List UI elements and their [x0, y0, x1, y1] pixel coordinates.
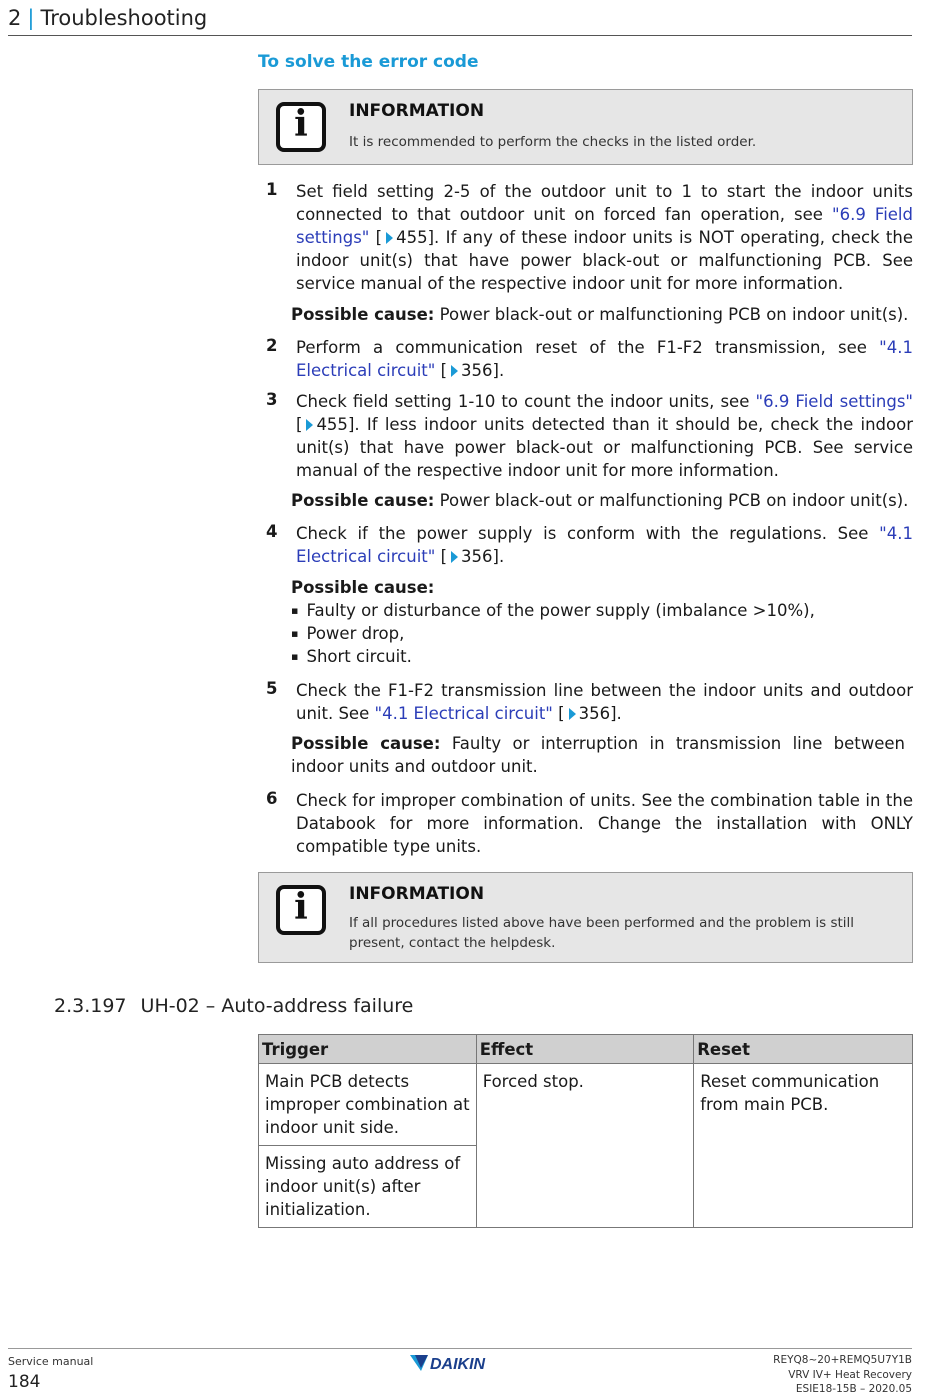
effect-cell: Forced stop. — [476, 1064, 694, 1228]
step-text: Check the F1-F2 transmission line between the indoor units and outdoor unit. See "4.1 Electrical circuit" [ 356]. — [296, 681, 913, 723]
information-box — [258, 872, 913, 963]
list-item: ▪ Faulty or disturbance of the power supply (imbalance >10%), — [291, 599, 909, 622]
section-number: 2.3.197 — [54, 995, 127, 1017]
step-number: 5 — [266, 679, 278, 698]
subheading: To solve the error code — [258, 52, 479, 72]
page-ref-arrow-icon — [306, 419, 313, 431]
document-type: Service manual — [8, 1355, 94, 1368]
information-icon: i — [276, 885, 326, 935]
possible-cause-4-label: Possible cause: — [291, 578, 435, 597]
svg-text:DAIKIN: DAIKIN — [430, 1356, 486, 1373]
trigger-cell: Main PCB detects improper combination at indoor unit side. — [259, 1064, 477, 1146]
field-settings-link[interactable]: "6.9 Field settings" — [755, 392, 913, 411]
electrical-circuit-link[interactable]: "4.1 Electrical circuit" — [296, 338, 913, 380]
information-title: INFORMATION — [349, 884, 485, 904]
step-text: Check if the power supply is conform with the regulations. See "4.1 Electrical circuit" [ 356]. — [296, 524, 913, 566]
page-ref-arrow-icon — [386, 232, 393, 244]
step-number: 6 — [266, 789, 278, 808]
information-box — [258, 89, 913, 165]
trigger-cell: Missing auto address of indoor unit(s) after initialization. — [259, 1146, 477, 1228]
step-number: 1 — [266, 180, 278, 199]
step-number: 3 — [266, 390, 278, 409]
possible-cause-1: Possible cause: Power black-out or malfunctioning PCB on indoor unit(s). — [291, 305, 909, 324]
document-id: ESIE18-15B – 2020.05 — [795, 1383, 912, 1394]
step-number: 4 — [266, 522, 278, 541]
electrical-circuit-link[interactable]: "4.1 Electrical circuit" — [296, 524, 913, 566]
list-item: ▪ Short circuit. — [291, 645, 909, 668]
possible-cause-5: Possible cause: Faulty or interruption in transmission line between indoor units and outdoor unit. — [291, 734, 906, 776]
possible-cause-3: Possible cause: Power black-out or malfunctioning PCB on indoor unit(s). — [291, 491, 909, 510]
table-header-row — [259, 1035, 913, 1064]
page-ref-arrow-icon — [451, 365, 458, 377]
step-4 — [258, 522, 913, 568]
step-5 — [258, 679, 913, 725]
table-row — [259, 1064, 913, 1146]
header-separator: | — [27, 6, 35, 30]
page-ref-arrow-icon — [569, 708, 576, 720]
column-header-reset: Reset — [694, 1035, 913, 1064]
information-text: If all procedures listed above have been performed and the problem is still present, contact the helpdesk. — [349, 915, 855, 951]
footer-divider — [8, 1348, 912, 1349]
information-title: INFORMATION — [349, 101, 485, 121]
information-text: It is recommended to perform the checks in the listed order. — [349, 134, 757, 150]
column-header-effect: Effect — [476, 1035, 694, 1064]
step-3 — [258, 390, 913, 482]
column-header-trigger: Trigger — [259, 1035, 477, 1064]
step-text: Set field setting 2-5 of the outdoor unit to 1 to start the indoor units connected to that outdoor unit on forced fan operation, see "6.9 Field settings" [ 455]. If any of these indoor units is NOT operating, check the indoor unit(s) that have power black-out or malfunctioning PCB. See service manual of the respective indoor unit for more information. — [296, 182, 913, 293]
chapter-title: Troubleshooting — [40, 6, 208, 30]
product-name: VRV IV+ Heat Recovery — [788, 1368, 912, 1381]
step-1 — [258, 180, 913, 295]
field-settings-link[interactable]: "6.9 Field settings" — [296, 205, 913, 247]
information-icon: i — [276, 102, 326, 152]
step-text: Perform a communication reset of the F1-F2 transmission, see "4.1 Electrical circuit" [ 356]. — [296, 338, 913, 380]
document-info — [773, 1353, 912, 1394]
page-ref[interactable]: 356 — [461, 361, 493, 380]
step-text: Check for improper combination of units. See the combination table in the Databook for more information. Change the installation with ONLY compatible type units. — [296, 791, 913, 856]
page-number: 184 — [8, 1372, 41, 1392]
reset-cell: Reset communication from main PCB. — [694, 1064, 913, 1228]
chapter-number: 2 — [8, 6, 22, 30]
possible-cause-4-list — [291, 599, 909, 668]
step-6 — [258, 789, 913, 858]
page-ref[interactable]: 455 — [316, 415, 348, 434]
page-ref[interactable]: 356 — [578, 704, 611, 723]
page-ref[interactable]: 356 — [461, 547, 493, 566]
page-header — [8, 6, 912, 36]
page-ref-arrow-icon — [451, 551, 458, 563]
list-item: ▪ Power drop, — [291, 622, 909, 645]
trigger-effect-reset-table — [258, 1034, 913, 1228]
step-number: 2 — [266, 336, 278, 355]
step-text: Check field setting 1-10 to count the indoor units, see "6.9 Field settings" [ 455]. If less indoor units detected than it should be, check the indoor unit(s) that have power black-out or malfunctioning PCB. See service manual of the respective indoor unit for more information. — [296, 392, 913, 480]
electrical-circuit-link[interactable]: "4.1 Electrical circuit" — [374, 704, 553, 723]
section-title — [54, 995, 413, 1017]
model-number: REYQ8~20+REMQ5U7Y1B — [773, 1354, 912, 1366]
daikin-logo — [408, 1352, 513, 1374]
step-2 — [258, 336, 913, 382]
page-ref[interactable]: 455 — [396, 228, 428, 247]
section-name: UH-02 – Auto-address failure — [140, 995, 414, 1017]
